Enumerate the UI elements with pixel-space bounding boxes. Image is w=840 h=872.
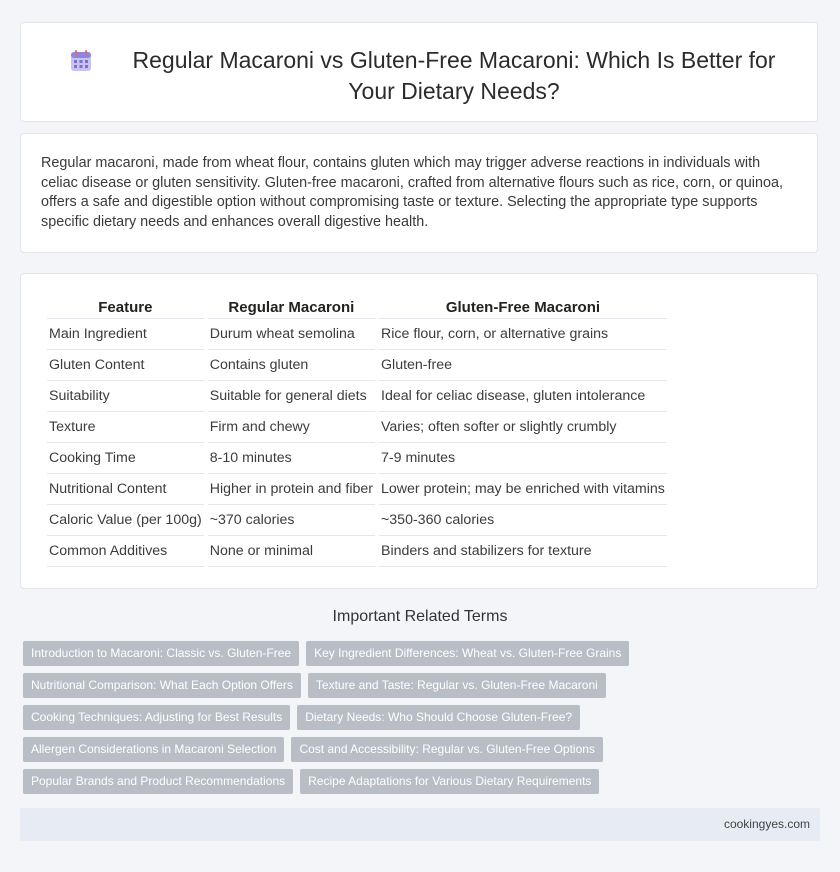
- table-cell: Main Ingredient: [47, 319, 204, 350]
- title-card: [20, 22, 818, 122]
- table-cell: Suitable for general diets: [208, 381, 375, 412]
- table-cell: Gluten-free: [379, 350, 667, 381]
- intro-paragraph: Regular macaroni, made from wheat flour, contains gluten which may trigger adverse reactions in individuals with celiac disease or gluten sensitivity. Gluten-free macaroni, crafted from alternative flours such as rice, corn, or quinoa, offers a safe and digestible option without compromising taste or texture. Selecting the appropriate type supports specific dietary needs and enhances overall digestive health.: [41, 155, 783, 230]
- table-cell: ~370 calories: [208, 505, 375, 536]
- related-term-link[interactable]: Texture and Taste: Regular vs. Gluten-Free Macaroni: [308, 673, 606, 698]
- related-term-link[interactable]: Nutritional Comparison: What Each Option Offers: [23, 673, 301, 698]
- table-row: [47, 443, 667, 474]
- related-term-link[interactable]: Recipe Adaptations for Various Dietary Requirements: [300, 769, 599, 794]
- intro-card: [20, 133, 818, 253]
- table-cell: Nutritional Content: [47, 474, 204, 505]
- related-terms-list: [23, 641, 823, 801]
- tag-row: [23, 737, 823, 762]
- header-gluten-free: Gluten-Free Macaroni: [379, 296, 667, 319]
- table-cell: Gluten Content: [47, 350, 204, 381]
- related-term-link[interactable]: Key Ingredient Differences: Wheat vs. Gluten-Free Grains: [306, 641, 629, 666]
- calendar-grid-icon: [69, 49, 93, 73]
- comparison-table-card: [20, 273, 818, 589]
- table-cell: ~350-360 calories: [379, 505, 667, 536]
- table-row: [47, 412, 667, 443]
- table-cell: Suitability: [47, 381, 204, 412]
- table-cell: 7-9 minutes: [379, 443, 667, 474]
- header-regular: Regular Macaroni: [208, 296, 375, 319]
- related-term-link[interactable]: Cooking Techniques: Adjusting for Best Results: [23, 705, 290, 730]
- related-terms-title: Important Related Terms: [332, 608, 508, 625]
- related-term-link[interactable]: Cost and Accessibility: Regular vs. Gluten-Free Options: [291, 737, 602, 762]
- table-cell: Contains gluten: [208, 350, 375, 381]
- table-cell: Rice flour, corn, or alternative grains: [379, 319, 667, 350]
- table-row: [47, 474, 667, 505]
- page-title: Regular Macaroni vs Gluten-Free Macaroni: Which Is Better for Your Dietary Needs?: [132, 47, 776, 104]
- table-row: [47, 505, 667, 536]
- table-cell: Firm and chewy: [208, 412, 375, 443]
- table-header-row: [47, 296, 667, 319]
- table-row: [47, 350, 667, 381]
- table-cell: 8-10 minutes: [208, 443, 375, 474]
- footer-site-link[interactable]: cookingyes.com: [723, 817, 810, 831]
- table-cell: None or minimal: [208, 536, 375, 567]
- table-cell: Common Additives: [47, 536, 204, 567]
- footer: [20, 808, 820, 841]
- table-row: [47, 536, 667, 567]
- table-cell: Caloric Value (per 100g): [47, 505, 204, 536]
- comparison-table: [43, 296, 671, 567]
- table-cell: Durum wheat semolina: [208, 319, 375, 350]
- related-term-link[interactable]: Dietary Needs: Who Should Choose Gluten-Free?: [297, 705, 580, 730]
- table-cell: Ideal for celiac disease, gluten intolerance: [379, 381, 667, 412]
- table-cell: Varies; often softer or slightly crumbly: [379, 412, 667, 443]
- table-cell: Cooking Time: [47, 443, 204, 474]
- tag-row: [23, 641, 823, 666]
- table-cell: Lower protein; may be enriched with vitamins: [379, 474, 667, 505]
- tag-row: [23, 673, 823, 698]
- header-feature: Feature: [47, 296, 204, 319]
- related-term-link[interactable]: Introduction to Macaroni: Classic vs. Gluten-Free: [23, 641, 299, 666]
- tag-row: [23, 769, 823, 794]
- table-cell: Higher in protein and fiber: [208, 474, 375, 505]
- table-cell: Binders and stabilizers for texture: [379, 536, 667, 567]
- related-term-link[interactable]: Allergen Considerations in Macaroni Selection: [23, 737, 284, 762]
- tag-row: [23, 705, 823, 730]
- table-row: [47, 319, 667, 350]
- related-term-link[interactable]: Popular Brands and Product Recommendations: [23, 769, 293, 794]
- table-cell: Texture: [47, 412, 204, 443]
- table-row: [47, 381, 667, 412]
